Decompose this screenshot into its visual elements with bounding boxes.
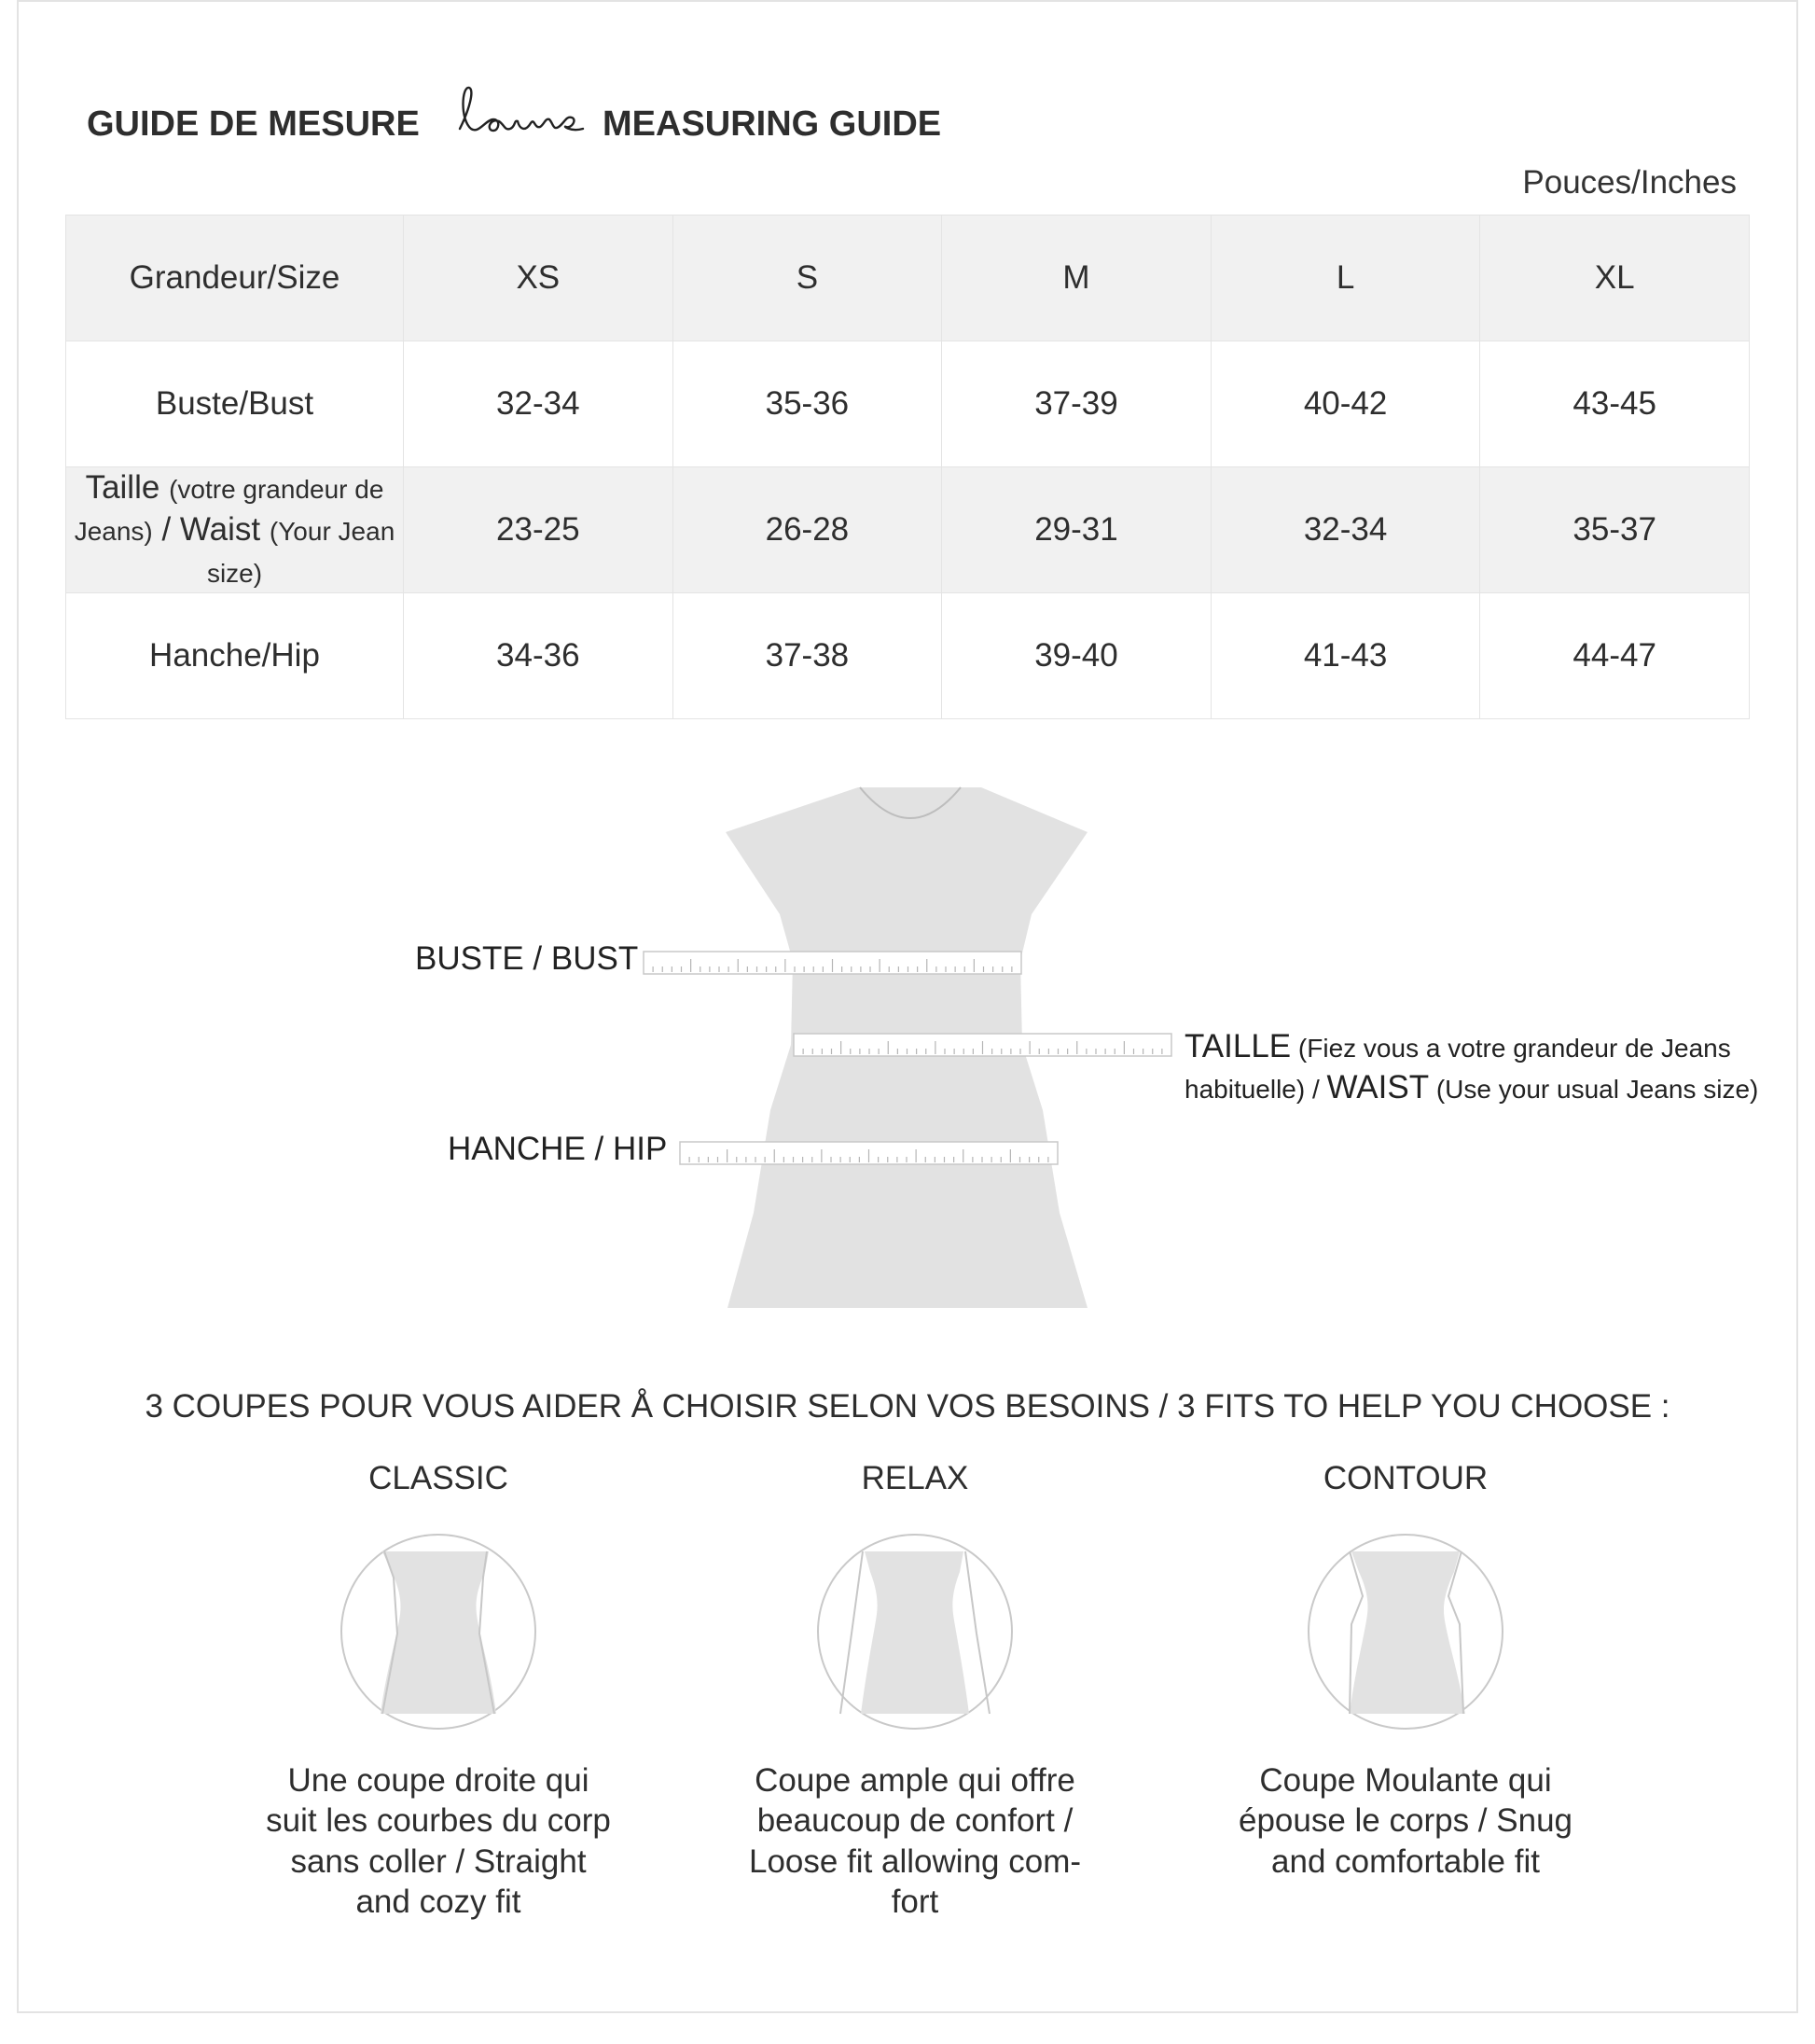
table-cell: 37-38 (672, 593, 942, 719)
table-header-cell: L (1211, 216, 1480, 341)
table-cell: 32-34 (404, 341, 673, 467)
fit-card-relax (700, 1460, 1129, 1923)
fit-name: CLASSIC (368, 1460, 508, 1496)
table-cell: 39-40 (942, 593, 1212, 719)
label-note: (votre grandeur de Jeans) (74, 475, 384, 546)
table-cell: 34-36 (404, 593, 673, 719)
fit-description: Coupe Moulante qui épouse le corps / Snug and comfortable fit (1238, 1762, 1573, 1880)
table-header-row (66, 216, 1750, 341)
bust-tape (644, 952, 1021, 974)
fits-heading: 3 COUPES POUR VOUS AIDER Å CHOISIR SELON VOS BESOINS / 3 FITS TO HELP YOU CHOOSE : (145, 1388, 1670, 1425)
table-header-cell: M (942, 216, 1212, 341)
title-french: GUIDE DE MESURE (87, 104, 420, 144)
label-main: / Waist (161, 510, 261, 548)
waist-measure-label (1185, 1026, 1763, 1108)
table-row (66, 467, 1750, 593)
table-cell: 26-28 (672, 467, 942, 593)
table-header-cell: S (672, 216, 942, 341)
row-label: Hanche/Hip (66, 593, 404, 719)
units-label: Pouces/Inches (1522, 164, 1737, 201)
table-cell: 29-31 (942, 467, 1212, 593)
table-cell: 23-25 (404, 467, 673, 593)
measurement-diagram (0, 774, 1815, 1334)
hip-measure-label: HANCHE / HIP (448, 1131, 668, 1167)
row-label (66, 467, 404, 593)
row-label: Buste/Bust (66, 341, 404, 467)
taille-note-fr: (Fiez vous a votre grandeur de Jeans habituelle) / (1185, 1034, 1731, 1104)
classic-fit-icon (338, 1531, 539, 1732)
fit-name: RELAX (861, 1460, 969, 1496)
table-header-cell: XL (1480, 216, 1750, 341)
waist-tape (794, 1034, 1171, 1056)
table-cell: 32-34 (1211, 467, 1480, 593)
table-cell: 37-39 (942, 341, 1212, 467)
hip-tape (680, 1142, 1058, 1164)
waist-row-label (72, 467, 397, 592)
table-cell: 44-47 (1480, 593, 1750, 719)
table-cell: 40-42 (1211, 341, 1480, 467)
relax-fit-icon (814, 1531, 1016, 1732)
table-cell: 35-36 (672, 341, 942, 467)
waist-note-en: (Use your usual Jeans size) (1435, 1074, 1759, 1104)
contour-fit-icon (1305, 1531, 1506, 1732)
label-note: (Your Jean size) (206, 516, 395, 588)
table-row (66, 593, 1750, 719)
fit-description: Coupe ample qui offre beaucoup de confort / Loose fit allowing com- fort (749, 1762, 1081, 1921)
louve-logo (452, 82, 592, 147)
table-row (66, 341, 1750, 467)
table-cell: 35-37 (1480, 467, 1750, 593)
table-header-cell: Grandeur/Size (66, 216, 404, 341)
fit-card-contour (1191, 1460, 1620, 1882)
taille-label: TAILLE (1185, 1028, 1292, 1064)
bust-measure-label: BUSTE / BUST (415, 940, 639, 977)
size-table (65, 215, 1750, 719)
fit-card-classic (224, 1460, 653, 1923)
fit-name: CONTOUR (1323, 1460, 1489, 1496)
table-header-cell: XS (404, 216, 673, 341)
label-main: Taille (85, 469, 160, 506)
title-english: MEASURING GUIDE (603, 104, 942, 144)
fit-description: Une coupe droite qui suit les courbes du corp sans coller / Straight and cozy fit (266, 1762, 611, 1921)
table-cell: 43-45 (1480, 341, 1750, 467)
table-cell: 41-43 (1211, 593, 1480, 719)
waist-label: WAIST (1326, 1068, 1430, 1105)
